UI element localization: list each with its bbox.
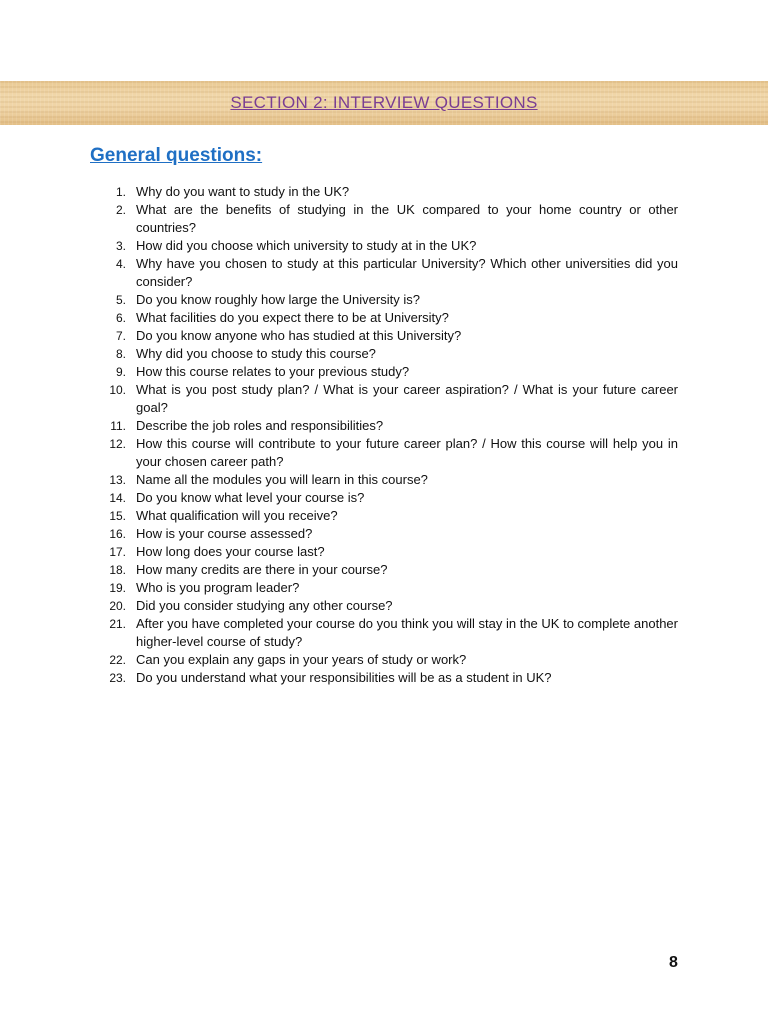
question-text: Describe the job roles and responsibilities?: [136, 418, 384, 433]
list-item: [100, 489, 678, 507]
list-item: [100, 435, 678, 471]
list-item: [100, 291, 678, 309]
subheading: General questions:: [90, 145, 263, 166]
question-number: 23.: [109, 671, 126, 685]
list-item: [100, 507, 678, 525]
question-number: 14.: [109, 491, 126, 505]
question-number: 4.: [115, 257, 126, 271]
question-number: 21.: [109, 617, 126, 631]
question-text: Do you know roughly how large the University is?: [136, 292, 420, 307]
question-text: What are the benefits of studying in the UK compared to your home country or other countries?: [136, 202, 678, 235]
list-item: [100, 327, 678, 345]
question-number: 8.: [115, 347, 126, 361]
section-title: SECTION 2: INTERVIEW QUESTIONS: [230, 93, 538, 112]
question-number: 22.: [109, 653, 126, 667]
question-number: 15.: [109, 509, 126, 523]
question-text: How long does your course last?: [136, 544, 325, 559]
list-item: [100, 561, 678, 579]
list-item: [100, 597, 678, 615]
question-text: What facilities do you expect there to be at University?: [136, 310, 449, 325]
question-number: 6.: [115, 311, 126, 325]
question-text: Do you know anyone who has studied at this University?: [136, 328, 462, 343]
list-item: [100, 345, 678, 363]
question-number: 7.: [115, 329, 126, 343]
question-text: What is you post study plan? / What is your career aspiration? / What is your future career goal?: [136, 382, 678, 415]
question-text: How this course will contribute to your future career plan? / How this course will help you in your chosen career path?: [136, 436, 678, 469]
question-number: 18.: [109, 563, 126, 577]
question-text: Why have you chosen to study at this particular University? Which other universities did you consider?: [136, 256, 678, 289]
question-number: 16.: [109, 527, 126, 541]
question-number: 11.: [110, 419, 126, 433]
question-text: Do you understand what your responsibilities will be as a student in UK?: [136, 670, 552, 685]
question-text: How many credits are there in your course?: [136, 562, 388, 577]
list-item: [100, 309, 678, 327]
question-number: 10.: [109, 383, 126, 397]
list-item: [100, 417, 678, 435]
question-text: How did you choose which university to study at in the UK?: [136, 238, 477, 253]
list-item: [100, 183, 678, 201]
list-item: [100, 381, 678, 417]
question-text: What qualification will you receive?: [136, 508, 338, 523]
question-number: 20.: [109, 599, 126, 613]
question-text: Name all the modules you will learn in this course?: [136, 472, 428, 487]
list-item: [100, 525, 678, 543]
list-item: [100, 651, 678, 669]
list-item: [100, 615, 678, 651]
question-number: 9.: [115, 365, 126, 379]
question-number: 1.: [115, 185, 126, 199]
page-number: 8: [669, 954, 678, 971]
question-text: Did you consider studying any other course?: [136, 598, 393, 613]
question-number: 19.: [109, 581, 126, 595]
question-number: 3.: [115, 239, 126, 253]
question-text: After you have completed your course do you think you will stay in the UK to complete another higher-level course of study?: [136, 616, 678, 649]
question-number: 12.: [109, 437, 126, 451]
question-text: Why do you want to study in the UK?: [136, 184, 350, 199]
question-number: 5.: [115, 293, 126, 307]
list-item: [100, 579, 678, 597]
question-text: Do you know what level your course is?: [136, 490, 365, 505]
list-item: [100, 543, 678, 561]
list-item: [100, 471, 678, 489]
question-text: Why did you choose to study this course?: [136, 346, 376, 361]
list-item: [100, 237, 678, 255]
question-number: 17.: [109, 545, 126, 559]
list-item: [100, 201, 678, 237]
question-text: How this course relates to your previous study?: [136, 364, 410, 379]
section-banner: [0, 81, 768, 125]
list-item: [100, 669, 678, 687]
list-item: [100, 255, 678, 291]
question-number: 13.: [109, 473, 126, 487]
question-list: [100, 183, 678, 687]
question-text: Who is you program leader?: [136, 580, 300, 595]
question-text: How is your course assessed?: [136, 526, 313, 541]
list-item: [100, 363, 678, 381]
question-number: 2.: [115, 203, 126, 217]
question-text: Can you explain any gaps in your years of study or work?: [136, 652, 467, 667]
